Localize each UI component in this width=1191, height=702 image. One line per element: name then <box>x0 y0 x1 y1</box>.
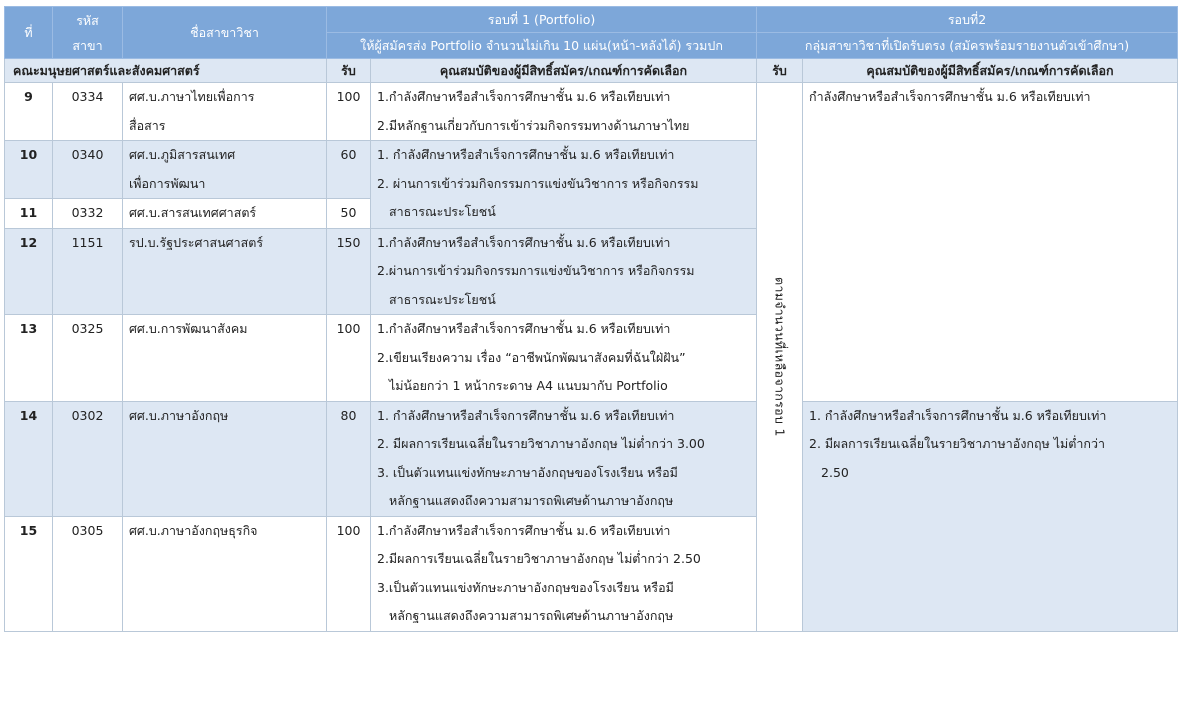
row-quota: 50 <box>327 199 371 229</box>
qualification-line: หลักฐานแสดงถึงความสามารถพิเศษด้านภาษาอังกฤษ <box>389 608 674 623</box>
row-code: 0305 <box>53 516 123 631</box>
row-no: 15 <box>5 516 53 631</box>
row-no: 10 <box>5 141 53 199</box>
row-major-name-line: ศศ.บ.การพัฒนาสังคม <box>129 321 248 336</box>
subheader-qual-round1: คุณสมบัติของผู้มีสิทธิ์สมัคร/เกณฑ์การคัดเลือก <box>371 59 757 83</box>
row-quota: 60 <box>327 141 371 199</box>
round2-qualification-line: 2.50 <box>821 464 849 480</box>
faculty-title: คณะมนุษยศาสตร์และสังคมศาสตร์ <box>5 59 327 83</box>
row-code: 0302 <box>53 401 123 516</box>
subheader-row <box>5 59 1178 83</box>
row-quota: 80 <box>327 401 371 516</box>
qualification-line: 1. กำลังศึกษาหรือสำเร็จการศึกษาชั้น ม.6 หรือเทียบเท่า <box>377 407 675 423</box>
header-code-line2: สาขา <box>72 37 103 53</box>
row-major-name-line: รป.บ.รัฐประศาสนศาสตร์ <box>129 234 264 250</box>
row-quota: 100 <box>327 83 371 141</box>
qualification-line: 2.ผ่านการเข้าร่วมกิจกรรมการแข่งขันวิชาการ หรือกิจกรรม <box>377 263 695 278</box>
qualification-line: 1.กำลังศึกษาหรือสำเร็จการศึกษาชั้น ม.6 หรือเทียบเท่า <box>377 89 671 104</box>
header-round1-title: รอบที่ 1 (Portfolio) <box>327 7 757 33</box>
round2-qualification-line: 2. มีผลการเรียนเฉลี่ยในรายวิชาภาษาอังกฤษ ไม่ต่ำกว่า <box>809 436 1106 451</box>
header-round2-desc: กลุ่มสาขาวิชาที่เปิดรับตรง (สมัครพร้อมรายงานตัวเข้าศึกษา) <box>757 33 1178 59</box>
header-code-line1: รหัส <box>76 12 99 28</box>
row-major-name <box>123 199 327 229</box>
header-code <box>53 7 123 59</box>
qualification-line: สาธารณะประโยชน์ <box>389 204 496 219</box>
row-no: 13 <box>5 315 53 402</box>
qualification-line: 1.กำลังศึกษาหรือสำเร็จการศึกษาชั้น ม.6 หรือเทียบเท่า <box>377 321 671 336</box>
row-quota: 100 <box>327 516 371 631</box>
qualification-line: 2.เขียนเรียงความ เรื่อง “อาชีพนักพัฒนาสังคมที่ฉันใฝ่ฝัน” <box>377 349 686 365</box>
row-major-name-line: สื่อสาร <box>129 117 166 133</box>
table-row <box>5 83 1178 141</box>
row-no: 12 <box>5 228 53 315</box>
row-major-name-line: ศศ.บ.ภาษาอังกฤษ <box>129 407 229 423</box>
row-major-name-line: ศศ.บ.ภาษาไทยเพื่อการ <box>129 89 255 104</box>
row-qualifications <box>371 141 757 229</box>
subheader-quota-round2: รับ <box>757 59 803 83</box>
qualification-line: สาธารณะประโยชน์ <box>389 291 496 307</box>
row-no: 11 <box>5 199 53 229</box>
round2-qualification-line: 1. กำลังศึกษาหรือสำเร็จการศึกษาชั้น ม.6 หรือเทียบเท่า <box>809 407 1107 423</box>
row-quota: 100 <box>327 315 371 402</box>
round2-quota-text: ตามจำนวนที่เหลือจากรอบ 1 <box>772 276 788 437</box>
row-major-name <box>123 315 327 402</box>
row-qualifications <box>371 83 757 141</box>
header-round1-desc: ให้ผู้สมัครส่ง Portfolio จำนวนไม่เกิน 10 แผ่น(หน้า-หลังได้) รวมปก <box>327 33 757 59</box>
row-qualifications <box>371 315 757 402</box>
row-major-name <box>123 401 327 516</box>
row-code: 0332 <box>53 199 123 229</box>
row-qualifications <box>371 401 757 516</box>
row-major-name-line: ศศ.บ.สารสนเทศศาสตร์ <box>129 205 257 220</box>
row-major-name <box>123 516 327 631</box>
header-major: ชื่อสาขาวิชา <box>123 7 327 59</box>
subheader-qual-round2: คุณสมบัติของผู้มีสิทธิ์สมัคร/เกณฑ์การคัดเลือก <box>803 59 1178 83</box>
qualification-line: 3. เป็นตัวแทนแข่งทักษะภาษาอังกฤษของโรงเรียน หรือมี <box>377 464 678 480</box>
row-major-name-line: เพื่อการพัฒนา <box>129 175 206 191</box>
table-row <box>5 401 1178 516</box>
row-qualifications <box>371 516 757 631</box>
qualification-line: 2. มีผลการเรียนเฉลี่ยในรายวิชาภาษาอังกฤษ ไม่ต่ำกว่า 3.00 <box>377 436 705 451</box>
row-no: 9 <box>5 83 53 141</box>
row-code: 1151 <box>53 228 123 315</box>
row-major-name <box>123 228 327 315</box>
row-code: 0334 <box>53 83 123 141</box>
row-quota: 150 <box>327 228 371 315</box>
row-qualifications <box>371 228 757 315</box>
qualification-line: ไม่น้อยกว่า 1 หน้ากระดาษ A4 แนบมากับ Portfolio <box>389 378 668 393</box>
round2-qualification-line: กำลังศึกษาหรือสำเร็จการศึกษาชั้น ม.6 หรือเทียบเท่า <box>809 89 1091 104</box>
row-major-name-line: ศศ.บ.ภูมิสารสนเทศ <box>129 147 236 162</box>
row-code: 0325 <box>53 315 123 402</box>
round2-qualifications-group1 <box>803 83 1178 402</box>
qualification-line: 2.มีผลการเรียนเฉลี่ยในรายวิชาภาษาอังกฤษ ไม่ต่ำกว่า 2.50 <box>377 551 701 566</box>
qualification-line: 1.กำลังศึกษาหรือสำเร็จการศึกษาชั้น ม.6 หรือเทียบเท่า <box>377 522 671 538</box>
qualification-line: 3.เป็นตัวแทนแข่งทักษะภาษาอังกฤษของโรงเรียน หรือมี <box>377 579 674 595</box>
row-major-name <box>123 141 327 199</box>
qualification-line: 2. ผ่านการเข้าร่วมกิจกรรมการแข่งขันวิชาการ หรือกิจกรรม <box>377 175 699 191</box>
qualification-line: 1. กำลังศึกษาหรือสำเร็จการศึกษาชั้น ม.6 หรือเทียบเท่า <box>377 147 675 162</box>
row-major-name-line: ศศ.บ.ภาษาอังกฤษธุรกิจ <box>129 522 258 538</box>
round2-quota <box>757 83 803 632</box>
row-code: 0340 <box>53 141 123 199</box>
round2-qualifications-group2 <box>803 401 1178 631</box>
row-no: 14 <box>5 401 53 516</box>
qualification-line: 2.มีหลักฐานเกี่ยวกับการเข้าร่วมกิจกรรมทางด้านภาษาไทย <box>377 117 690 133</box>
admission-table <box>4 6 1178 632</box>
qualification-line: หลักฐานแสดงถึงความสามารถพิเศษด้านภาษาอังกฤษ <box>389 493 674 508</box>
header-round2-title: รอบที่2 <box>757 7 1178 33</box>
header-row <box>5 7 1178 33</box>
header-no: ที่ <box>5 7 53 59</box>
row-major-name <box>123 83 327 141</box>
qualification-line: 1.กำลังศึกษาหรือสำเร็จการศึกษาชั้น ม.6 หรือเทียบเท่า <box>377 234 671 250</box>
subheader-quota-round1: รับ <box>327 59 371 83</box>
